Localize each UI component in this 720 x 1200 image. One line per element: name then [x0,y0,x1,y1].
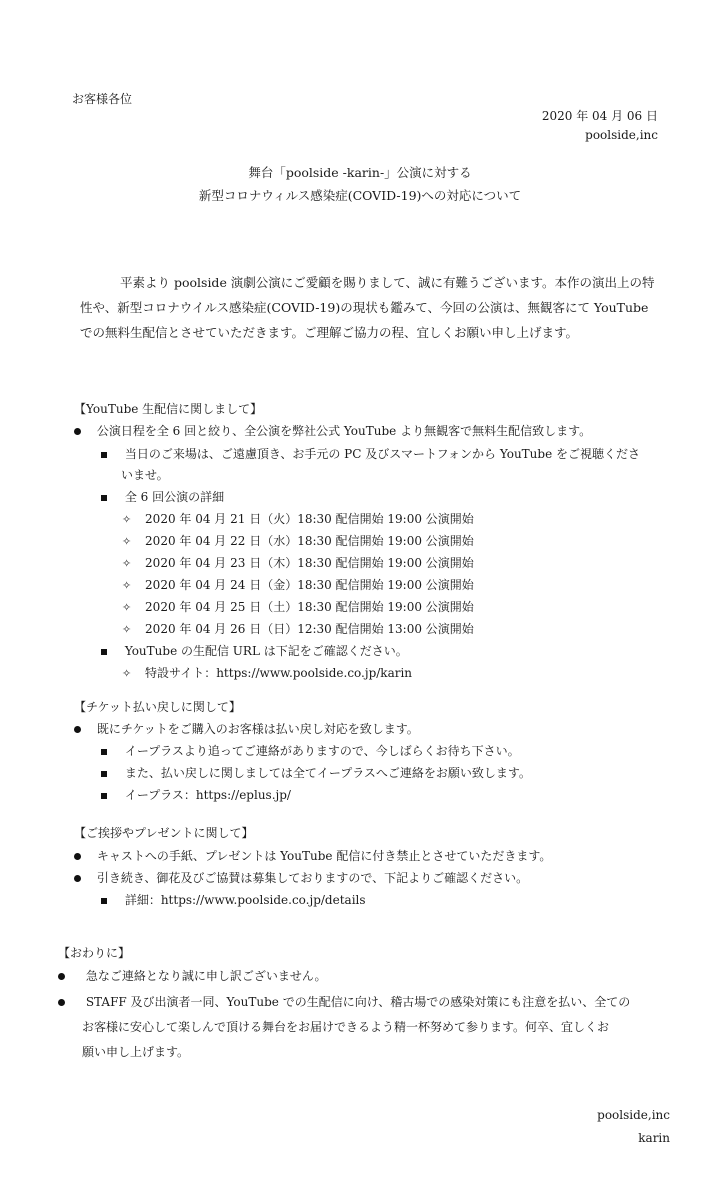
ticket-main-text: 既にチケットをご購入のお客様は払い戻し対応を致します。 [96,722,419,736]
bullet-dot [74,428,81,435]
bullet-dot [74,853,81,860]
closing-item [58,966,327,986]
addressee: お客様各位 [72,92,133,106]
bullet-square [101,452,107,458]
schedule-heading-item [101,487,224,507]
closing-item-text: STAFF 及び出演者一同、YouTube での生配信に向け、稽古場での感染対策にも注意を払い、全ての [85,995,631,1009]
youtube-main-text: 公演日程を全 6 回と絞り、全公演を弊社公式 YouTube より無観客で無料生配信致します。 [96,424,592,438]
details-item [101,890,366,910]
bullet-square [101,771,107,777]
ticket-item [101,785,291,805]
bullet-dot [74,726,81,733]
intro-paragraph: 平素より poolside 演劇公演にご愛顧を賜りまして、誠に有難うございます。本作の演出上の特性や、新型コロナウイルス感染症(COVID-19)の現状も鑑みて、今回の公演は、無観客にて YouTube での無料生配信とさせていただきます。ご理解ご協力の程、宜しくお願い申し上げます。 [80,275,655,340]
gifts-item [74,846,551,866]
ticket-main-item [74,719,419,739]
diamond-bullet-icon: ✧ [122,513,132,526]
closing-item [58,992,630,1012]
schedule-text: 2020 年 04 月 25 日（土）18:30 配信開始 19:00 公演開始 [145,600,474,614]
diamond-bullet-icon: ✧ [122,601,132,614]
ticket-item-text: また、払い戻しに関しましては全てイープラスへご連絡をお願い致します。 [124,766,531,780]
site-link[interactable]: 特設サイト：https://www.poolside.co.jp/karin [145,666,413,680]
schedule-text: 2020 年 04 月 26 日（日）12:30 配信開始 13:00 公演開始 [145,622,474,636]
visit-note-line2: いませ。 [121,468,169,482]
diamond-bullet-icon: ✧ [122,557,132,570]
closing-heading: 【おわりに】 [58,946,131,960]
ticket-item [101,763,531,783]
diamond-bullet-icon: ✧ [122,579,132,592]
schedule-row [122,575,474,596]
schedule-row [122,597,474,618]
diamond-bullet-icon: ✧ [122,667,132,680]
signature-name: karin [638,1131,670,1145]
doc-title-line2: 新型コロナウィルス感染症(COVID-19)への対応について [198,188,522,203]
diamond-bullet-icon: ✧ [122,535,132,548]
schedule-text: 2020 年 04 月 22 日（水）18:30 配信開始 19:00 公演開始 [145,534,474,548]
schedule-row [122,553,474,574]
bullet-square [101,649,107,655]
header-company: poolside,inc [585,128,658,142]
bullet-square [101,749,107,755]
visit-note-line1: 当日のご来場は、ご遠慮頂き、お手元の PC 及びスマートフォンから YouTube をご視聴くださ [124,447,641,461]
closing-item-text: お客様に安心して楽しんで頂ける舞台をお届けできるよう精一杯努めて参ります。何卒、宜しくお [82,1020,610,1034]
bullet-dot [58,999,65,1006]
doc-title-line1: 舞台「poolside -karin-」公演に対する [248,165,472,180]
gifts-heading: 【ご挨拶やプレゼントに関して】 [74,826,254,840]
site-link-item [122,663,412,684]
visit-note-item [101,444,640,464]
ticket-item [101,741,520,761]
date: 2020 年 04 月 06 日 [541,109,658,123]
schedule-text: 2020 年 04 月 23 日（木）18:30 配信開始 19:00 公演開始 [145,556,474,570]
eplus-link[interactable]: イープラス：https://eplus.jp/ [124,788,291,802]
details-link[interactable]: 詳細：https://www.poolside.co.jp/details [124,893,366,907]
schedule-row [122,509,474,530]
gifts-item-text: キャストへの手紙、プレゼントは YouTube 配信に付き禁止とさせていただきます。 [96,849,552,863]
url-note: YouTube の生配信 URL は下記をご確認ください。 [124,644,408,658]
bullet-dot [74,875,81,882]
youtube-main-item [74,421,591,441]
schedule-text: 2020 年 04 月 21 日（火）18:30 配信開始 19:00 公演開始 [145,512,474,526]
schedule-heading: 全 6 回公演の詳細 [124,490,225,504]
bullet-square [101,793,107,799]
url-note-item [101,641,408,661]
gifts-item [74,868,528,888]
bullet-dot [58,973,65,980]
schedule-row [122,619,474,640]
gifts-item-text: 引き続き、御花及びご協賛は募集しておりますので、下記よりご確認ください。 [96,871,529,885]
bullet-square [101,898,107,904]
youtube-heading: 【YouTube 生配信に関しまして】 [74,402,263,416]
signature-company: poolside,inc [597,1108,670,1122]
ticket-heading: 【チケット払い戻しに関して】 [74,700,241,714]
ticket-item-text: イープラスより追ってご連絡がありますので、今しばらくお待ち下さい。 [124,744,520,758]
closing-item-text: 急なご連絡となり誠に申し訳ございません。 [85,969,327,983]
closing-item-text: 願い申し上げます。 [82,1045,190,1059]
diamond-bullet-icon: ✧ [122,623,132,636]
bullet-square [101,495,107,501]
schedule-row [122,531,474,552]
schedule-text: 2020 年 04 月 24 日（金）18:30 配信開始 19:00 公演開始 [145,578,474,592]
